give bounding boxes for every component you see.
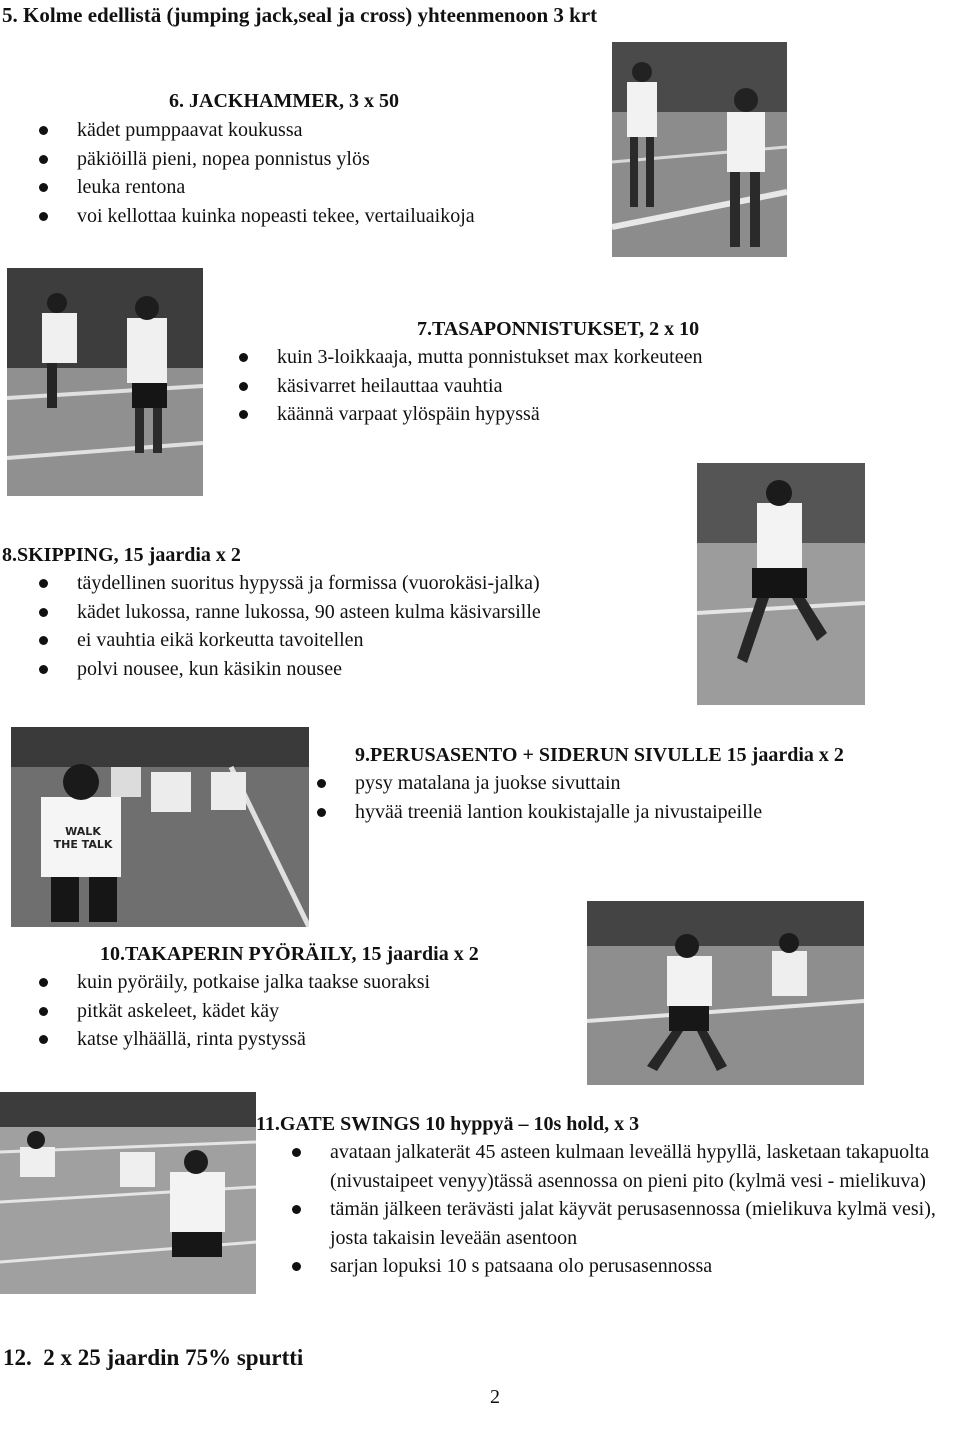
- section-8-list: [77, 569, 541, 683]
- list-item: katse ylhäällä, rinta pystyssä: [77, 1025, 430, 1054]
- bullet-icon: [39, 665, 48, 674]
- list-item: kuin 3-loikkaaja, mutta ponnistukset max korkeuteen: [277, 343, 702, 372]
- shirt-text: WALK THE TALK: [53, 825, 113, 851]
- list-item: päkiöillä pieni, nopea ponnistus ylös: [77, 145, 475, 174]
- section-9-list: [355, 769, 762, 826]
- bullet-icon: [39, 212, 48, 221]
- tasaponnistukset-photo: [7, 268, 203, 496]
- list-item: pitkät askeleet, kädet käy: [77, 997, 430, 1026]
- section-10-list: [77, 968, 430, 1054]
- bullet-icon: [39, 1035, 48, 1044]
- list-item: kuin pyöräily, potkaise jalka taakse suoraksi: [77, 968, 430, 997]
- bullet-icon: [39, 579, 48, 588]
- list-item: tämän jälkeen terävästi jalat käyvät perusasennossa (mielikuva kylmä vesi), josta takaisin leveään asentoon: [330, 1195, 960, 1252]
- section-5-title: 5. Kolme edellistä (jumping jack,seal ja cross) yhteenmenoon 3 krt: [2, 3, 598, 27]
- section-9-title: 9.PERUSASENTO + SIDERUN SIVULLE 15 jaardia x 2: [355, 744, 844, 766]
- page-number: 2: [490, 1386, 500, 1408]
- bullet-icon: [317, 779, 326, 788]
- bullet-icon: [292, 1262, 301, 1271]
- bullet-icon: [239, 353, 248, 362]
- bullet-icon: [39, 608, 48, 617]
- section-7-list: [277, 343, 702, 429]
- list-item: polvi nousee, kun käsikin nousee: [77, 655, 541, 684]
- gate-swings-photo: [0, 1092, 256, 1294]
- bullet-icon: [39, 978, 48, 987]
- list-item: täydellinen suoritus hypyssä ja formissa (vuorokäsi-jalka): [77, 569, 541, 598]
- bullet-icon: [39, 183, 48, 192]
- section-11-title: 11.GATE SWINGS 10 hyppyä – 10s hold, x 3: [256, 1113, 640, 1135]
- list-item: ei vauhtia eikä korkeutta tavoitellen: [77, 626, 541, 655]
- bullet-icon: [239, 382, 248, 391]
- list-item: pysy matalana ja juokse sivuttain: [355, 769, 762, 798]
- bullet-icon: [317, 808, 326, 817]
- perusasento-photo: [11, 727, 309, 927]
- section-6-title: 6. JACKHAMMER, 3 x 50: [169, 90, 399, 112]
- section-10-title: 10.TAKAPERIN PYÖRÄILY, 15 jaardia x 2: [100, 943, 479, 965]
- bullet-icon: [292, 1205, 301, 1214]
- list-item: leuka rentona: [77, 173, 475, 202]
- section-7-title: 7.TASAPONNISTUKSET, 2 x 10: [417, 318, 700, 340]
- bullet-icon: [39, 636, 48, 645]
- bullet-icon: [239, 410, 248, 419]
- bullet-icon: [292, 1148, 301, 1157]
- section-8-title: 8.SKIPPING, 15 jaardia x 2: [2, 544, 241, 566]
- list-item: voi kellottaa kuinka nopeasti tekee, vertailuaikoja: [77, 202, 475, 231]
- bullet-icon: [39, 1007, 48, 1016]
- section-11-list: [330, 1138, 960, 1281]
- bullet-icon: [39, 155, 48, 164]
- list-item: avataan jalkaterät 45 asteen kulmaan leveällä hypyllä, lasketaan takapuolta (nivustaipeet venyy)tässä asennossa on pieni pito (kylmä vesi - mielikuva): [330, 1138, 960, 1195]
- bullet-icon: [39, 126, 48, 135]
- jackhammer-photo: [612, 42, 787, 257]
- list-item: sarjan lopuksi 10 s patsaana olo perusasennossa: [330, 1252, 960, 1281]
- list-item: käsivarret heilauttaa vauhtia: [277, 372, 702, 401]
- list-item: kädet lukossa, ranne lukossa, 90 asteen kulma käsivarsille: [77, 598, 541, 627]
- list-item: kädet pumppaavat koukussa: [77, 116, 475, 145]
- list-item: käännä varpaat ylöspäin hypyssä: [277, 400, 702, 429]
- section-12-title: 12. 2 x 25 jaardin 75% spurtti: [3, 1345, 304, 1370]
- section-6-list: [77, 116, 475, 230]
- list-item: hyvää treeniä lantion koukistajalle ja nivustaipeille: [355, 798, 762, 827]
- takaperin-pyoraily-photo: [587, 901, 864, 1085]
- skipping-photo: [697, 463, 865, 705]
